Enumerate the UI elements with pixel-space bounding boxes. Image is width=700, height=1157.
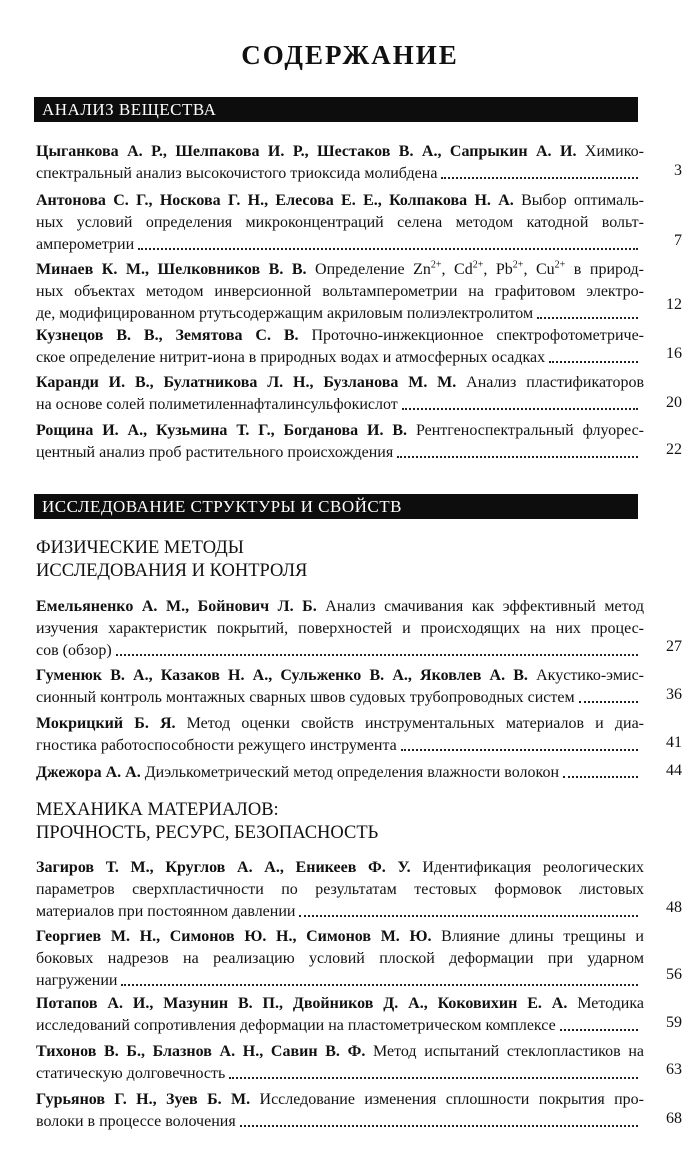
entry-title-part: Выбор оптималь- — [513, 192, 644, 209]
entry-title-part: Проточно-инжекционное спектрофотометриче- — [298, 327, 644, 344]
toc-entry[interactable] — [36, 857, 644, 923]
entry-authors: Потапов А. И., Мазунин В. П., Двойников Д. А., Коковихин Е. А. — [36, 995, 568, 1012]
toc-entry[interactable] — [36, 713, 644, 757]
entry-authors: Гурьянов Г. Н., Зуев Б. М. — [36, 1091, 251, 1108]
entry-authors: Цыганкова А. Р., Шелпакова И. Р., Шестаков В. А., Сапрыкин А. И. — [36, 143, 577, 160]
leader-dots — [116, 654, 638, 656]
entry-line — [36, 347, 644, 369]
entry-line: боковых надрезов на реализацию условий плоской деформации при ударном — [36, 950, 644, 967]
toc-entry[interactable] — [36, 993, 644, 1037]
toc-entry[interactable] — [36, 926, 644, 992]
subsection-heading-line: МЕХАНИКА МАТЕРИАЛОВ: — [36, 800, 279, 820]
entry-title-part: , Cu — [523, 261, 555, 278]
entry-line — [36, 762, 644, 784]
leader-dots — [229, 1077, 638, 1079]
entry-line — [36, 325, 644, 347]
page-number: 20 — [666, 394, 682, 411]
entry-title-part: Химико- — [576, 143, 644, 160]
page-number: 3 — [674, 162, 682, 179]
entry-title-part: амперометрии — [36, 236, 135, 253]
entry-line — [36, 1041, 644, 1063]
entry-authors: Тихонов В. Б., Блазнов А. Н., Савин В. Ф. — [36, 1043, 366, 1060]
entry-title-part: Исследование изменения сплошности покрытия про- — [250, 1091, 644, 1108]
page-number: 68 — [666, 1110, 682, 1127]
entry-line — [36, 596, 644, 618]
entry-authors: Кузнецов В. В., Земятова С. В. — [36, 327, 299, 344]
entry-title-part: гностика работоспособности режущего инструмента — [36, 737, 397, 754]
page-number: 63 — [666, 1061, 682, 1078]
page-number: 27 — [666, 638, 682, 655]
entry-title-part: Идентификация реологических — [410, 859, 644, 876]
entry-line — [36, 926, 644, 948]
entry-title-part: спектральный анализ высокочистого триоксида молибдена — [36, 165, 438, 182]
entry-title-part: Метод испытаний стеклопластиков на — [365, 1043, 644, 1060]
entry-authors: Загиров Т. М., Круглов А. А., Еникеев Ф. У. — [36, 859, 411, 876]
leader-dots — [240, 1125, 638, 1127]
entry-line — [36, 1015, 644, 1037]
page-number: 59 — [666, 1014, 682, 1031]
entry-line — [36, 394, 644, 416]
page-number: 44 — [666, 762, 682, 779]
entry-authors: Джежора А. А. — [36, 764, 141, 781]
leader-dots — [401, 749, 638, 751]
entry-title-part: исследований сопротивления деформации на пластометрическом комплексе — [36, 1017, 556, 1034]
entry-title-part: сов (обзор) — [36, 642, 112, 659]
entry-line — [36, 1063, 644, 1085]
subsection-heading — [36, 799, 636, 845]
entry-title-part: , Cd — [441, 261, 473, 278]
entry-title-part: , Pb — [483, 261, 513, 278]
leader-dots — [441, 177, 638, 179]
entry-title-part: Анализ смачивания как эффективный метод — [316, 598, 644, 615]
entry-title-part: материалов при постоянном давлении — [36, 903, 296, 920]
toc-entry[interactable] — [36, 141, 644, 185]
toc-entry[interactable] — [36, 372, 644, 416]
entry-authors: Георгиев М. Н., Симонов Ю. Н., Симонов М. Ю. — [36, 928, 432, 945]
toc-entry[interactable] — [36, 420, 644, 464]
entry-line — [36, 665, 644, 687]
page-number: 16 — [666, 345, 682, 362]
entry-line — [36, 640, 644, 662]
entry-line — [36, 1111, 644, 1133]
entry-line — [36, 234, 644, 256]
subsection-heading-line: ИССЛЕДОВАНИЯ И КОНТРОЛЯ — [36, 561, 308, 581]
entry-title-part: Диэлькометрический метод определения влажности волокон — [140, 764, 560, 781]
entry-title-part: статическую долговечность — [36, 1065, 226, 1082]
entry-line: изучения характеристик покрытий, поверхностей и происходящих на них процес- — [36, 620, 644, 637]
entry-authors: Мокрицкий Б. Я. — [36, 715, 176, 732]
entry-authors: Емельяненко А. М., Бойнович Л. Б. — [36, 598, 317, 615]
entry-title-part: Акустико-эмис- — [527, 667, 644, 684]
page-number: 48 — [666, 899, 682, 916]
leader-dots — [121, 984, 638, 986]
entry-title-part: нагружении — [36, 972, 118, 989]
entry-title-part: сионный контроль монтажных сварных швов судовых трубопроводных систем — [36, 689, 575, 706]
entry-title-part: де, модифицированном ртутьсодержащим акриловым полиэлектролитом — [36, 305, 534, 322]
entry-title-part: Рентгеноспектральный флуорес- — [407, 422, 644, 439]
subsection-heading — [36, 537, 636, 583]
entry-line — [36, 901, 644, 923]
entry-line — [36, 857, 644, 879]
entry-line — [36, 970, 644, 992]
entry-line: ных объектах методом инверсионной вольтамперометрии на графитовом электро- — [36, 283, 644, 300]
entry-line — [36, 372, 644, 394]
entry-title-part: в природ- — [565, 261, 644, 278]
entry-line — [36, 442, 644, 464]
leader-dots — [402, 408, 638, 410]
page-number: 36 — [666, 686, 682, 703]
entry-line — [36, 163, 644, 185]
entry-line — [36, 259, 644, 281]
entry-line — [36, 687, 644, 709]
entry-authors: Рощина И. А., Кузьмина Т. Г., Богданова И. В. — [36, 422, 408, 439]
entry-title-part: Анализ пластификаторов — [456, 374, 644, 391]
entry-line — [36, 420, 644, 442]
entry-line: параметров сверхпластичности по результатам тестовых формовок листовых — [36, 881, 644, 898]
leader-dots — [563, 776, 638, 778]
superscript: 2+ — [430, 259, 442, 271]
entry-line — [36, 735, 644, 757]
entry-title-part: Влияние длины трещины и — [431, 928, 644, 945]
page-number: 7 — [674, 232, 682, 249]
entry-line — [36, 190, 644, 212]
leader-dots — [397, 456, 638, 458]
page-number: 56 — [666, 966, 682, 983]
toc-entry[interactable] — [36, 259, 644, 325]
page-title: СОДЕРЖАНИЕ — [241, 40, 459, 70]
subsection-heading-line: ФИЗИЧЕСКИЕ МЕТОДЫ — [36, 538, 244, 558]
toc-entry[interactable] — [36, 762, 644, 784]
entry-line — [36, 713, 644, 735]
leader-dots — [549, 361, 638, 363]
entry-title-part: волоки в процессе волочения — [36, 1113, 236, 1130]
entry-authors: Антонова С. Г., Носкова Г. Н., Елесова Е. Е., Колпакова Н. А. — [36, 192, 514, 209]
toc-entry[interactable] — [36, 190, 644, 256]
superscript: 2+ — [554, 259, 566, 271]
entry-title-part: на основе солей полиметиленнафталинсульфокислот — [36, 396, 398, 413]
entry-title-part — [36, 762, 559, 784]
section-header-structure-properties: ИССЛЕДОВАНИЕ СТРУКТУРЫ И СВОЙСТВ — [34, 494, 638, 519]
page-number: 22 — [666, 441, 682, 458]
leader-dots — [299, 915, 638, 917]
entry-line — [36, 303, 644, 325]
entry-line — [36, 993, 644, 1015]
toc-entry[interactable] — [36, 596, 644, 662]
entry-authors: Гуменюк В. А., Казаков Н. А., Сульженко В. А., Яковлев А. В. — [36, 667, 528, 684]
entry-title-part: Метод оценки свойств инструментальных материалов и диа- — [175, 715, 644, 732]
entry-title-part: центный анализ проб растительного происхождения — [36, 444, 394, 461]
entry-line: ных условий определения микроконцентраций селена методом катодной вольт- — [36, 214, 644, 231]
toc-entry[interactable] — [36, 325, 644, 369]
entry-line — [36, 1089, 644, 1111]
subsection-heading-line: ПРОЧНОСТЬ, РЕСУРС, БЕЗОПАСНОСТЬ — [36, 823, 379, 843]
superscript: 2+ — [472, 259, 484, 271]
entry-authors: Минаев К. М., Шелковников В. В. — [36, 261, 307, 278]
page-number: 12 — [666, 296, 682, 313]
entry-line — [36, 141, 644, 163]
toc-entry[interactable] — [36, 665, 644, 709]
entry-authors: Каранди И. В., Булатникова Л. Н., Бузланова М. М. — [36, 374, 457, 391]
entry-title-part: Методика — [567, 995, 644, 1012]
entry-title-part: ское определение нитрит-иона в природных водах и атмосферных осадках — [36, 349, 546, 366]
page-number: 41 — [666, 734, 682, 751]
leader-dots — [560, 1029, 638, 1031]
superscript: 2+ — [512, 259, 524, 271]
leader-dots — [138, 248, 638, 250]
leader-dots — [579, 701, 638, 703]
leader-dots — [537, 317, 638, 319]
toc-entry[interactable] — [36, 1041, 644, 1085]
toc-entry[interactable] — [36, 1089, 644, 1133]
entry-title-part: Определение Zn — [306, 261, 431, 278]
section-header-substance-analysis: АНАЛИЗ ВЕЩЕСТВА — [34, 97, 638, 122]
